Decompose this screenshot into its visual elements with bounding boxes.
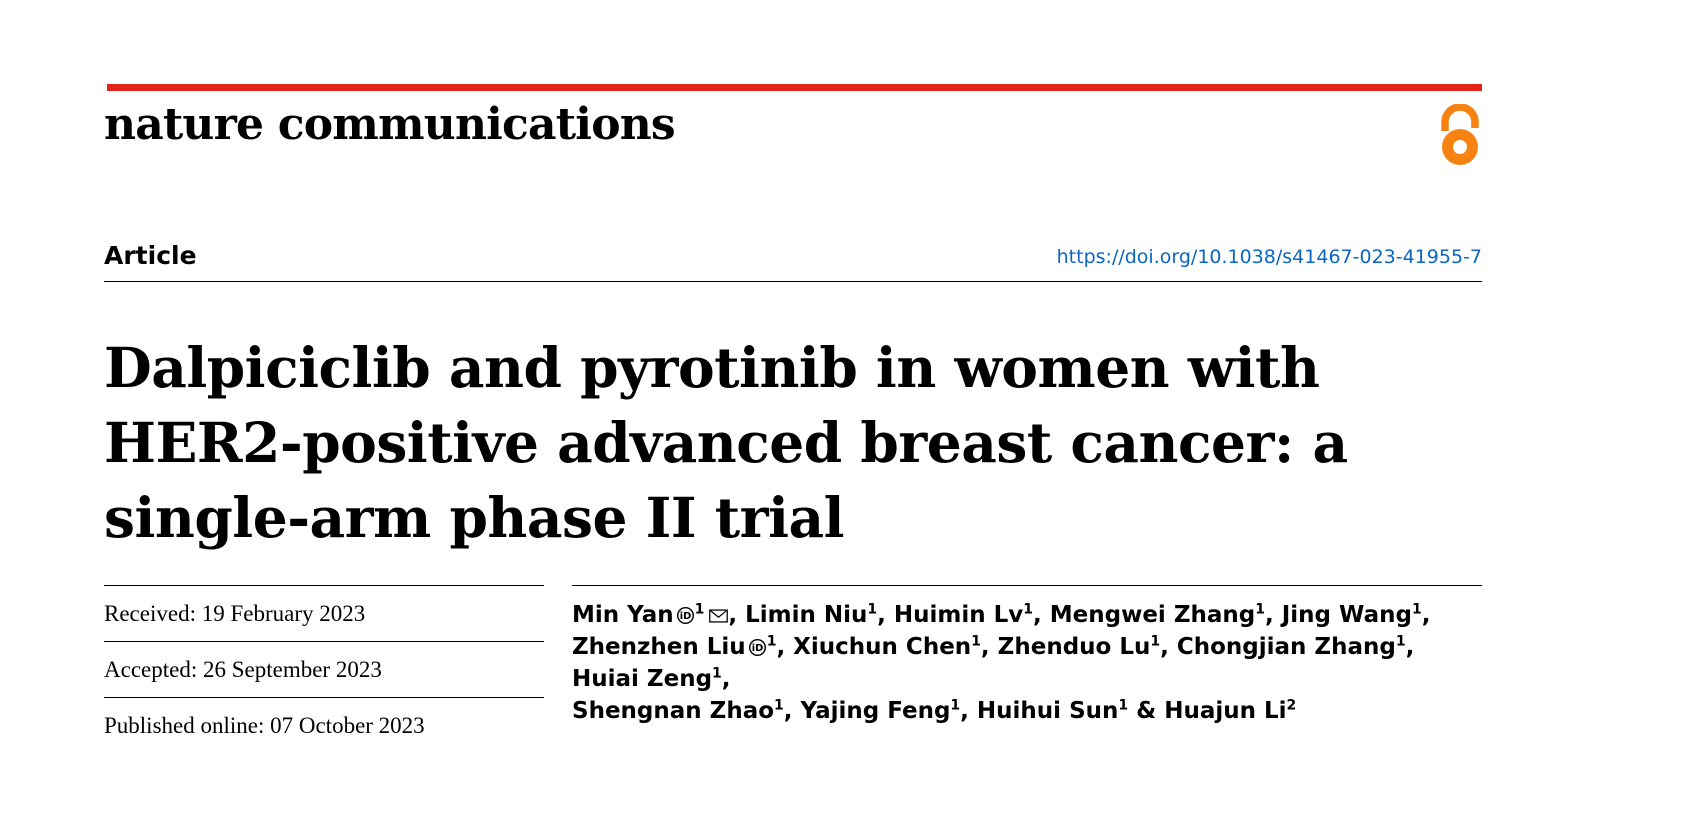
journal-masthead: nature communications [104,99,675,150]
authors-line-3 [572,695,1482,727]
affiliation-marker: 1 [712,665,722,682]
author-huimin-lv: , Huimin Lv [877,602,1024,628]
article-meta-row [104,240,1482,278]
open-access-icon [1434,104,1486,166]
authors-line-2 [572,631,1482,695]
author-min-yan: Min Yan [572,602,674,628]
author-yajing-feng: , Yajing Feng [783,698,951,724]
received-date: Received: 19 February 2023 [104,585,544,641]
doi-link[interactable]: https://doi.org/10.1038/s41467-023-41955-7 [1056,246,1482,268]
author-huiai-zeng: , Huiai Zeng [572,634,1415,692]
authors-separator: , [721,666,731,692]
affiliation-marker: 1 [950,697,961,714]
article-type-label: Article [104,241,197,270]
authors-separator: , [1421,602,1431,628]
author-mengwei-zhang: , Mengwei Zhang [1033,602,1256,628]
accepted-date: Accepted: 26 September 2023 [104,641,544,697]
author-xiuchun-chen: , Xiuchun Chen [776,634,972,660]
orcid-icon[interactable] [749,633,766,655]
meta-divider [104,281,1482,282]
affiliation-marker: 1 [971,633,981,650]
affiliation-marker: 1 [1023,601,1034,618]
affiliation-marker: 2 [1286,697,1297,714]
affiliation-marker: 1 [1411,601,1422,618]
email-icon[interactable] [709,600,728,614]
page-title: Dalpiciclib and pyrotinib in women with HER2-positive advanced breast cancer: a single-arm phase II trial [104,334,1348,550]
orcid-icon[interactable] [677,601,694,623]
author-huihui-sun: , Huihui Sun [960,698,1119,724]
author-jing-wang: , Jing Wang [1264,602,1412,628]
masthead-rule [107,84,1482,91]
author-zhenzhen-liu: Zhenzhen Liu [572,634,746,660]
affiliation-marker: 1 [1118,697,1129,714]
svg-text:iD: iD [751,643,763,655]
authors-line-1 [572,599,1482,631]
svg-text:iD: iD [679,611,691,623]
affiliation-marker: 1 [1255,601,1265,618]
affiliation-marker: 1 [774,697,784,714]
published-date: Published online: 07 October 2023 [104,697,544,753]
author-zhenduo-lu: , Zhenduo Lu [980,634,1151,660]
author-huajun-li: & Huajun Li [1128,698,1287,724]
author-list [572,585,1482,727]
author-chongjian-zhang: , Chongjian Zhang [1160,634,1396,660]
publication-dates [104,585,544,753]
affiliation-marker: 1 [1150,633,1161,650]
affiliation-marker: 1 [867,601,878,618]
affiliation-marker: 1 [694,601,705,618]
author-shengnan-zhao: Shengnan Zhao [572,698,775,724]
author-limin-niu: , Limin Niu [728,602,868,628]
affiliation-marker: 1 [1395,633,1406,650]
affiliation-marker: 1 [766,633,777,650]
